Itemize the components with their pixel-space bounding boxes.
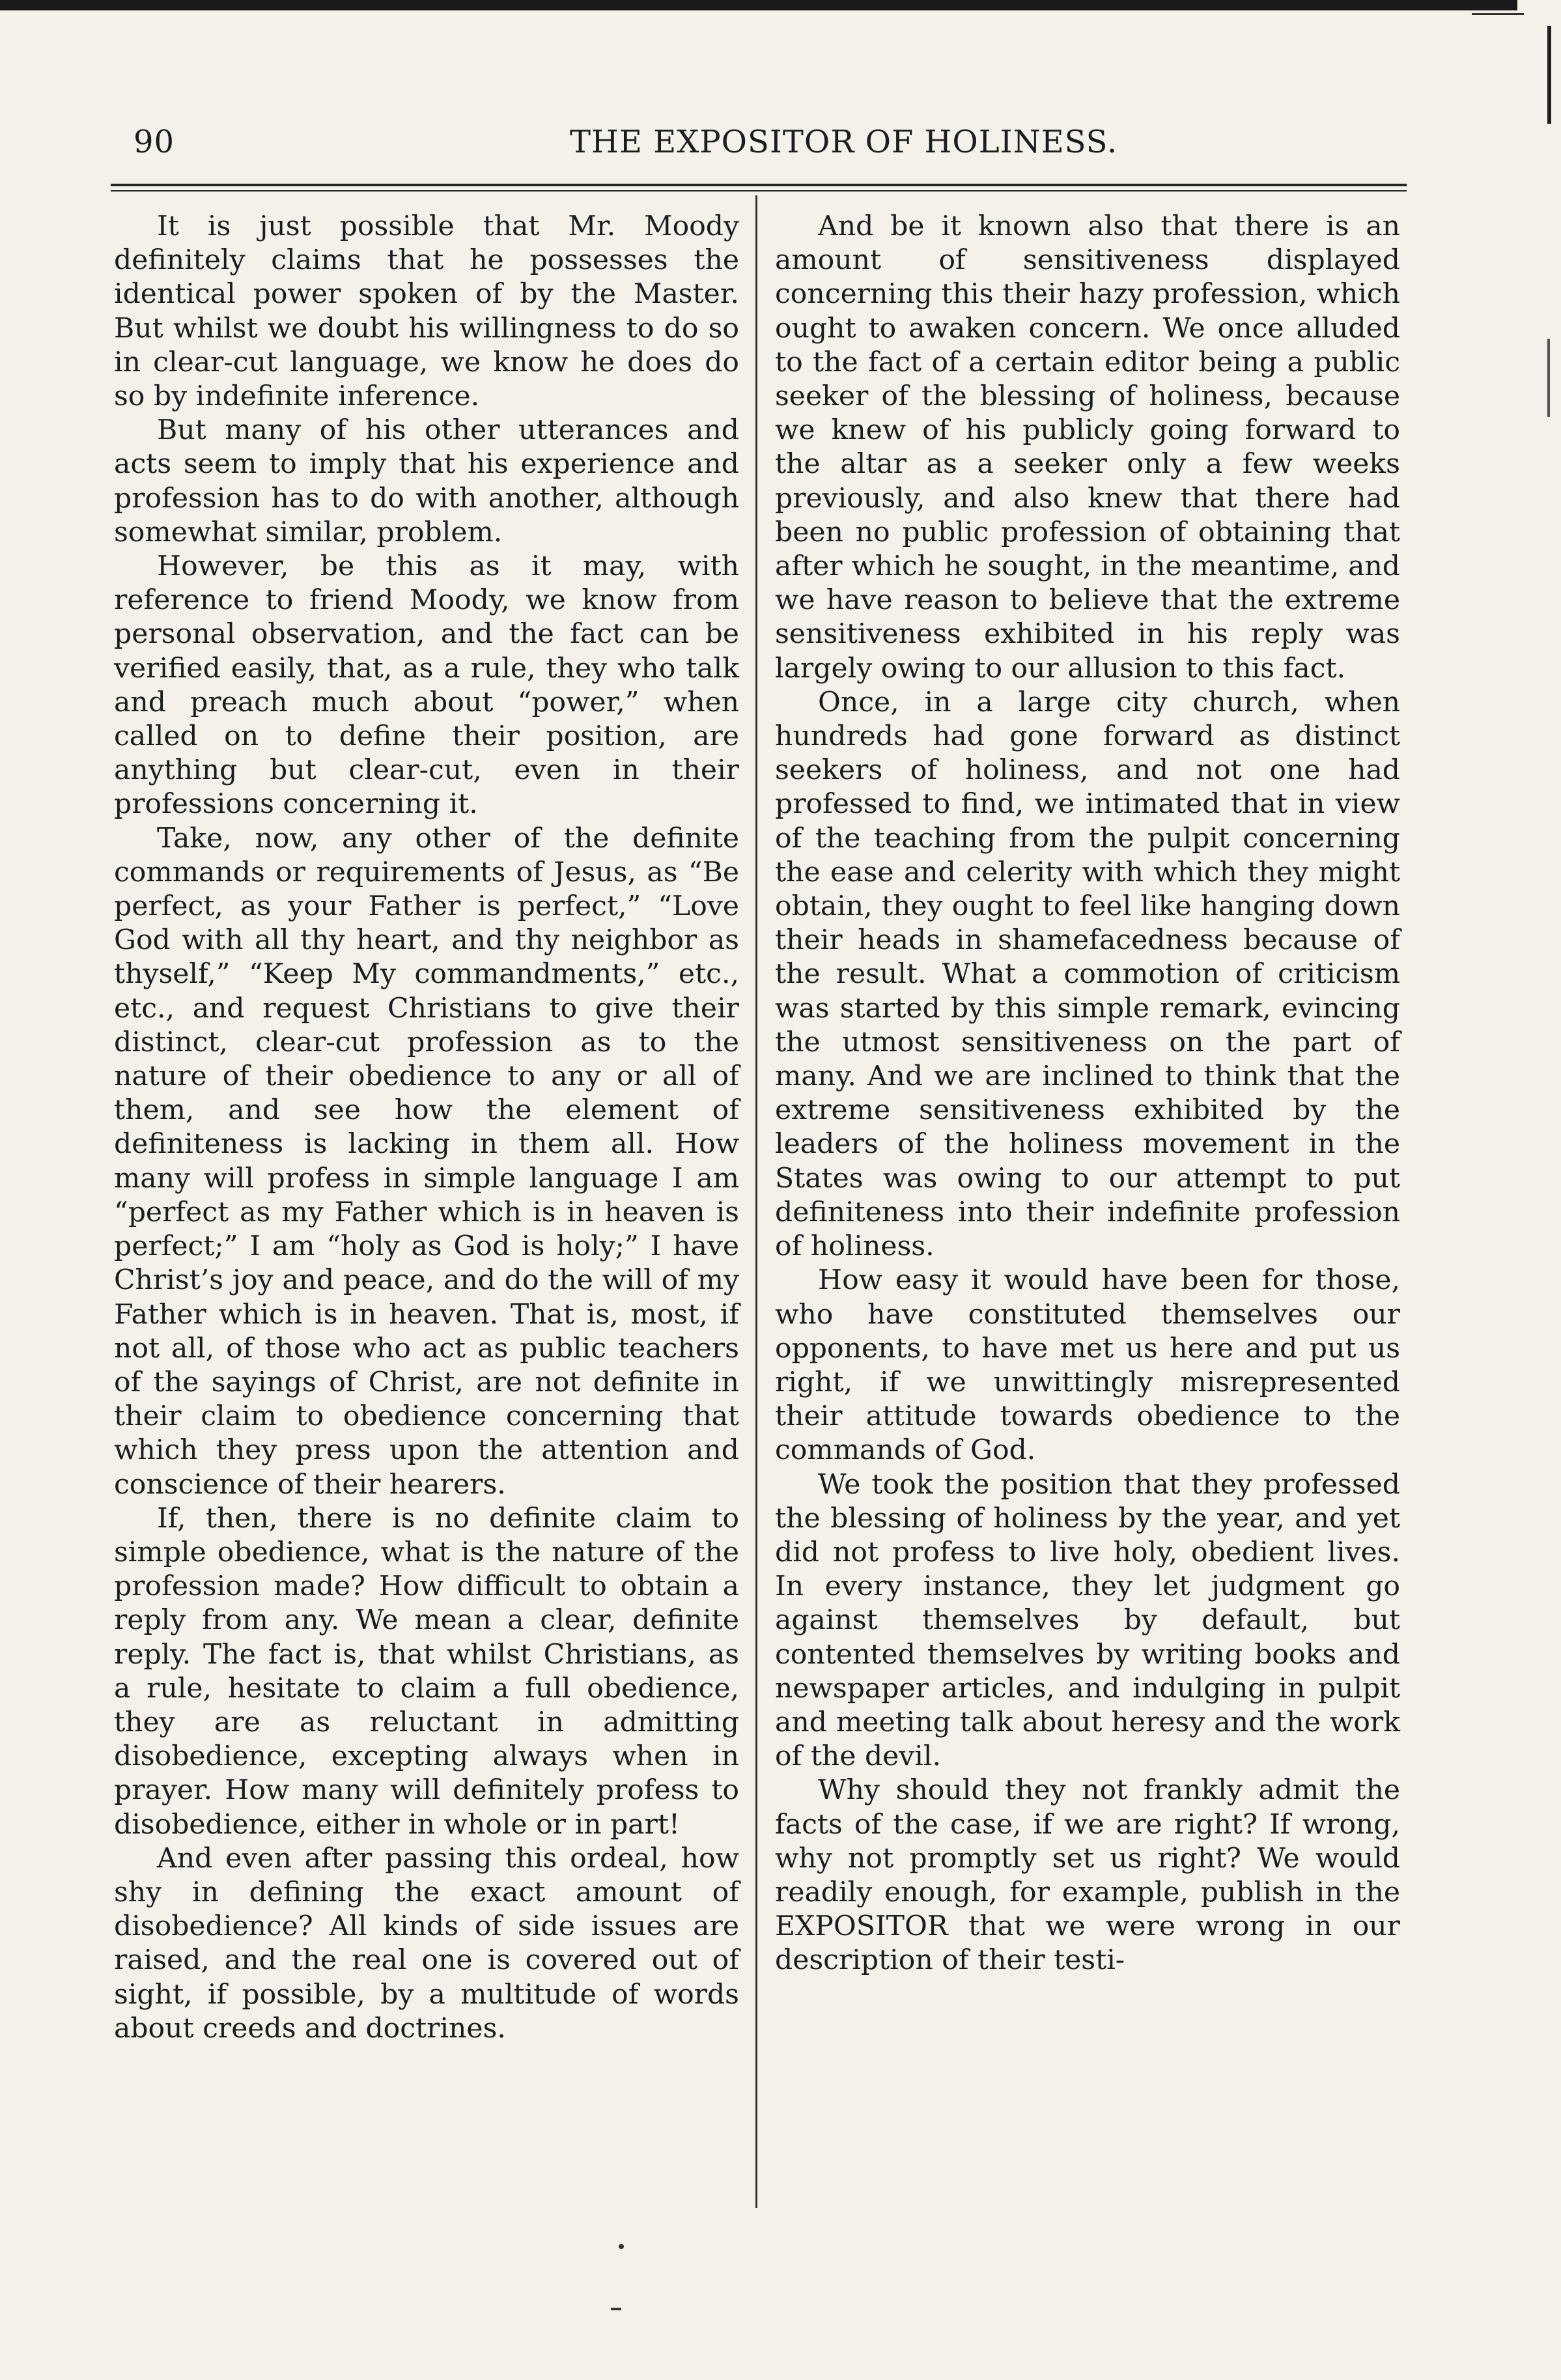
page-header <box>98 124 1374 169</box>
paragraph: Take, now, any other of the definite commands or requirements of Jesus, as “Be perfect, as your Father is perfect,” “Love God with all thy heart, and thy neighbor as thyself,” “Keep My commandments,” etc., etc., and request Christians to give their distinct, clear-cut profession as to the nature of their obedience to any or all of them, and see how the element of definiteness is lacking in them all. How many will profess in simple language I am “perfect as my Father which is in heaven is perfect;” I am “holy as God is holy;” I have Christ’s joy and peace, and do the will of my Father which is in heaven. That is, most, if not all, of those who act as public teachers of the sayings of Christ, are not definite in their claim to obedience concerning that which they press upon the attention and conscience of their hearers. <box>114 822 739 1501</box>
right-column <box>775 210 1400 1978</box>
header-rule <box>111 190 1407 191</box>
header-rule <box>111 184 1407 186</box>
paragraph: We took the position that they professed the blessing of holiness by the year, and yet did not profess to live holy, obedient lives. In every instance, they let judgment go against themselves by default, but contented themselves by writing books and newspaper articles, and indulging in pulpit and meeting talk about heresy and the work of the devil. <box>775 1468 1400 1773</box>
paragraph: And be it known also that there is an amount of sensitiveness displayed concerning this their hazy profession, which ought to awaken concern. We once alluded to the fact of a certain editor being a public seeker of the blessing of holiness, because we knew of his publicly going forward to the altar as a seeker only a few weeks previously, and also knew that there had been no public profession of obtaining that after which he sought, in the meantime, and we have reason to believe that the extreme sensitiveness exhibited in his reply was largely owing to our allusion to this fact. <box>775 210 1400 685</box>
paragraph: If, then, there is no definite claim to simple obedience, what is the nature of the profession made? How difficult to obtain a reply from any. We mean a clear, definite reply. The fact is, that whilst Christians, as a rule, hesitate to claim a full obedience, they are as reluctant in admitting disobedience, excepting always when in prayer. How many will definitely profess to disobedience, either in whole or in part! <box>114 1502 739 1841</box>
paragraph: How easy it would have been for those, who have constituted themselves our opponents, to have met us here and put us right, if we unwittingly misrepresented their attitude towards obedience to the commands of God. <box>775 1264 1400 1467</box>
paragraph: It is just possible that Mr. Moody definitely claims that he possesses the identical power spoken of by the Master. But whilst we doubt his willingness to do so in clear-cut language, we know he does do so by indefinite inference. <box>114 210 739 413</box>
paragraph: Why should they not frankly admit the facts of the case, if we are right? If wrong, why not promptly set us right? We would readily enough, for example, publish in the EXPOSITOR that we were wrong in our description of their testi- <box>775 1774 1400 1977</box>
column-divider <box>755 195 757 2208</box>
running-title: THE EXPOSITOR OF HOLINESS. <box>570 124 1118 160</box>
left-column <box>114 210 739 2046</box>
scan-edge-line <box>1472 13 1524 15</box>
ink-speck <box>611 2308 621 2310</box>
page-number: 90 <box>134 124 175 160</box>
scan-edge-mark <box>1547 339 1550 417</box>
ink-speck <box>619 2244 624 2249</box>
paragraph: And even after passing this ordeal, how shy in defining the exact amount of disobedience? All kinds of side issues are raised, and the real one is covered out of sight, if possible, by a multitude of words about creeds and doctrines. <box>114 1842 739 2045</box>
top-scan-border <box>0 0 1517 10</box>
paragraph: However, be this as it may, with reference to friend Moody, we know from personal observation, and the fact can be verified easily, that, as a rule, they who talk and preach much about “power,” when called on to define their position, are anything but clear-cut, even in their professions concerning it. <box>114 550 739 821</box>
scan-edge-mark <box>1547 26 1551 124</box>
paragraph: But many of his other utterances and acts seem to imply that his experience and profession has to do with another, although somewhat similar, problem. <box>114 414 739 548</box>
paragraph: Once, in a large city church, when hundreds had gone forward as distinct seekers of holiness, and not one had professed to find, we intimated that in view of the teaching from the pulpit concerning the ease and celerity with which they might obtain, they ought to feel like hanging down their heads in shamefacedness because of the result. What a commotion of criticism was started by this simple remark, evincing the utmost sensitiveness on the part of many. And we are inclined to think that the extreme sensitiveness exhibited by the leaders of the holiness movement in the States was owing to our attempt to put definiteness into their indefinite profession of holiness. <box>775 686 1400 1263</box>
